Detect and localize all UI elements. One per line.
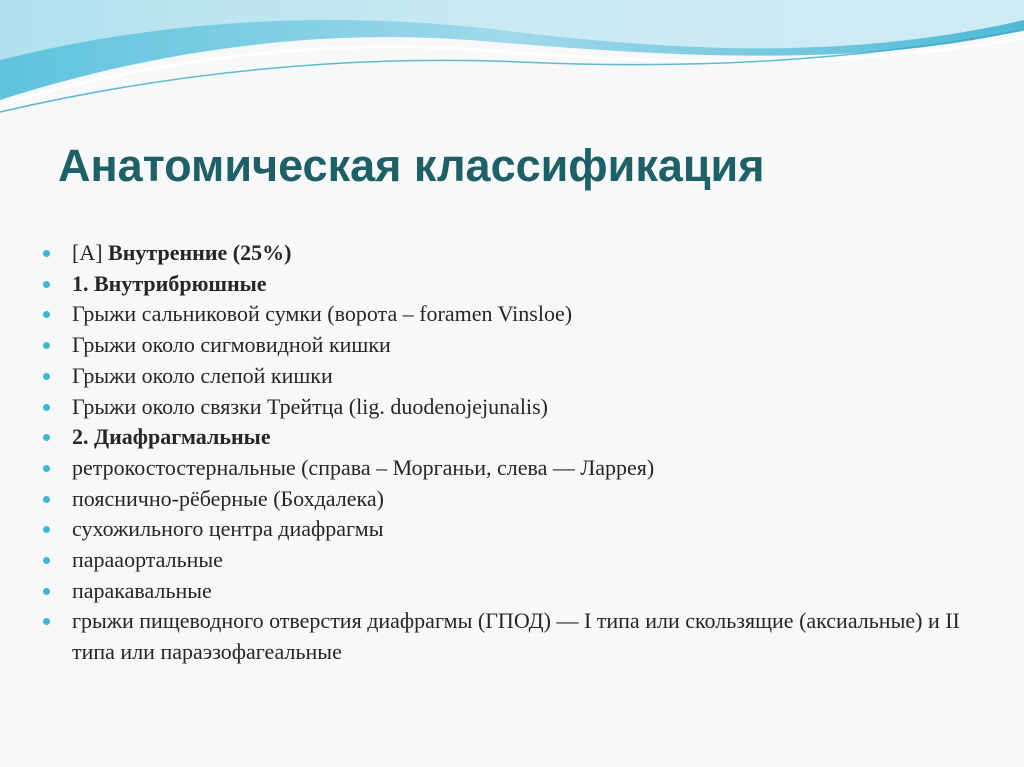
list-item-text: грыжи пищеводного отверстия диафрагмы (ГПОД) — I типа или скользящие (аксиальные) и II типа или параэзофагеальные — [72, 608, 960, 665]
list-item-text: Грыжи сальниковой сумки (ворота – foramen Vinsloe) — [72, 301, 573, 327]
list-item — [40, 299, 1000, 330]
bullet-icon — [43, 404, 50, 411]
list-item — [40, 576, 1000, 607]
list-item — [40, 422, 1000, 453]
list-item-text: парааортальные — [72, 547, 223, 573]
list-item-text: пояснично-рёберные (Бохдалека) — [72, 485, 384, 511]
list-item-text: Грыжи около сигмовидной кишки — [72, 332, 391, 358]
bullet-icon — [43, 250, 50, 257]
bullet-icon — [43, 434, 50, 441]
list-item-text: паракавальные — [72, 577, 212, 603]
list-item — [40, 484, 1000, 515]
bullet-icon — [43, 557, 50, 564]
list-item-text: ретрокостостернальные (справа – Морганьи, слева — Ларрея) — [72, 454, 655, 480]
list-item-text: 1. Внутрибрюшные — [72, 270, 267, 296]
list-item — [40, 269, 1000, 300]
list-item — [40, 453, 1000, 484]
list-item-text: сухожильного центра диафрагмы — [72, 516, 384, 542]
bullet-icon — [43, 526, 50, 533]
list-item-text: 2. Диафрагмальные — [72, 424, 271, 450]
bullet-icon — [43, 342, 50, 349]
bullet-icon — [43, 373, 50, 380]
list-item — [40, 606, 1000, 667]
decorative-wave-header — [0, 0, 1024, 120]
bullet-icon — [43, 496, 50, 503]
list-item — [40, 545, 1000, 576]
list-item-text: Грыжи около связки Трейтца (lig. duodenojejunalis) — [72, 393, 548, 419]
bullet-icon — [43, 281, 50, 288]
list-item — [40, 514, 1000, 545]
bullet-icon — [43, 311, 50, 318]
slide-title: Анатомическая классификация — [58, 140, 765, 191]
classification-list — [40, 238, 1000, 668]
list-item — [40, 238, 1000, 269]
list-item — [40, 392, 1000, 423]
bullet-icon — [43, 465, 50, 472]
list-item-text: [А] Внутренние (25%) — [72, 240, 292, 265]
bullet-icon — [43, 588, 50, 595]
list-item-text: Грыжи около слепой кишки — [72, 362, 333, 388]
list-item — [40, 330, 1000, 361]
list-item — [40, 361, 1000, 392]
bullet-icon — [43, 618, 50, 625]
